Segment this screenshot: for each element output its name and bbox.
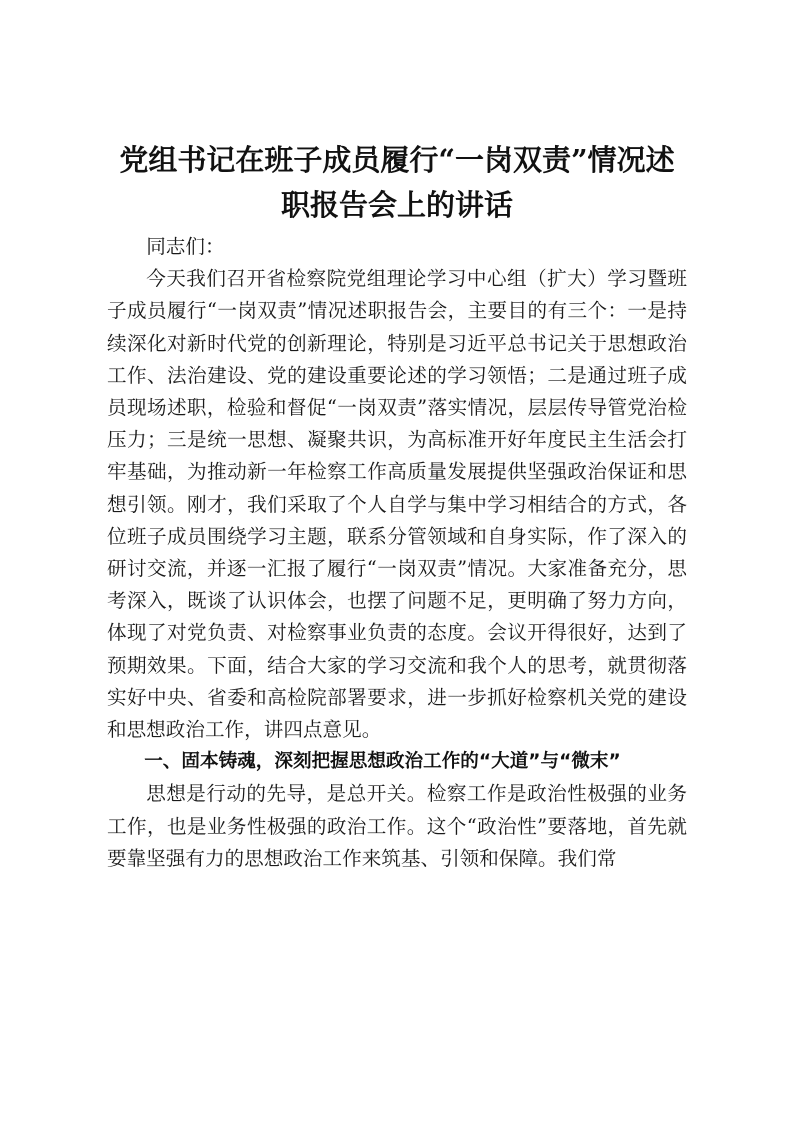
salutation: 同志们： <box>146 235 225 258</box>
section-1-paragraph: 思想是行动的先导，是总开关。检察工作是政治性极强的业务工作，也是业务性极强的政治工作。这个“政治性”要落地，首先就要靠坚强有力的思想政治工作来筑基、引领和保障。我们常 <box>107 782 687 870</box>
section-heading-1: 一、固本铸魂，深刻把握思想政治工作的“大道”与“微末” <box>144 751 621 773</box>
document-title: 党组书记在班子成员履行“一岗双责”情况述职报告会上的讲话 <box>119 143 675 222</box>
opening-paragraph: 今天我们召开省检察院党组理论学习中心组（扩大）学习暨班子成员履行“一岗双责”情况述职报告会，主要目的有三个：一是持续深化对新时代党的创新理论，特别是习近平总书记关于思想政治工作、法治建设、党的建设重要论述的学习领悟；二是通过班子成员现场述职，检验和督促“一岗双责”落实情况，层层传导管党治检压力；三是统一思想、凝聚共识，为高标准开好年度民主生活会打牢基础，为推动新一年检察工作高质量发展提供坚强政治保证和思想引领。刚才，我们采取了个人自学与集中学习相结合的方式，各位班子成员围绕学习主题，联系分管领域和自身实际，作了深入的研讨交流，并逐一汇报了履行“一岗双责”情况。大家准备充分，思考深入，既谈了认识体会，也摆了问题不足，更明确了努力方向，体现了对党负责、对检察事业负责的态度。会议开得很好，达到了预期效果。下面，结合大家的学习交流和我个人的思考，就贯彻落实好中央、省委和高检院部署要求，进一步抓好检察机关党的建设和思想政治工作，讲四点意见。 <box>107 267 687 742</box>
document-body <box>107 138 687 875</box>
